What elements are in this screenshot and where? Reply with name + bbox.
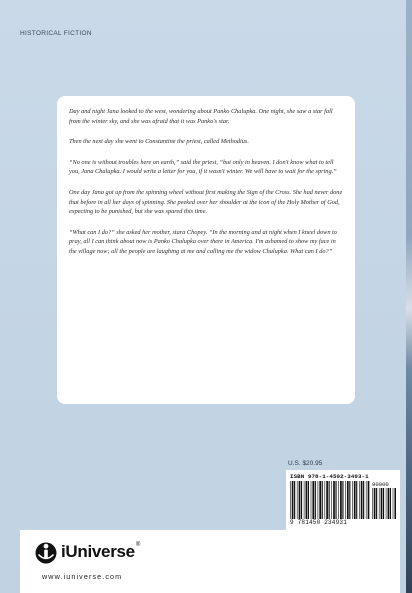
barcode-block [286, 470, 400, 530]
barcode-bar [383, 488, 384, 519]
barcode-bar [325, 481, 326, 519]
barcode-bar [347, 481, 349, 519]
barcode-bar [292, 481, 294, 519]
barcode-bar [335, 481, 336, 519]
barcode-bar [308, 481, 309, 519]
registered-mark: ® [135, 542, 141, 548]
barcode-bar [379, 488, 380, 519]
blurb-paragraph-1: Day and night Jana looked to the west, wondering about Panko Chalupka. One night, she saw a star fall from the winter sky, and she was afraid that it was Panko's star. [69, 108, 333, 125]
barcode-bar [345, 481, 346, 519]
barcode-bar [294, 481, 295, 519]
barcode-bar [359, 481, 360, 519]
publisher-name: iUniverse [61, 542, 135, 561]
price-label: U.S. $20.95 [288, 460, 323, 467]
barcode-bar [368, 481, 370, 519]
barcode-bar [318, 481, 319, 519]
barcode-bar [363, 481, 364, 519]
barcode-bar [301, 481, 302, 519]
barcode-bar [352, 481, 353, 519]
price-code-label: 90000 [372, 481, 389, 488]
publisher-website: www.iuniverse.com [42, 572, 123, 581]
barcode-bar [315, 481, 316, 519]
barcode-bar [342, 481, 343, 519]
barcode-bar [331, 481, 332, 519]
barcode-bar [374, 488, 376, 519]
publisher-block [20, 530, 400, 593]
barcode-bar [290, 481, 291, 519]
barcode-bar [354, 481, 356, 519]
barcode-bar [356, 481, 357, 519]
barcode-bar [361, 481, 363, 519]
barcode-bar [349, 481, 350, 519]
blurb-paragraph-5: “What can I do?” she asked her mother, stara Chopey. “In the morning and at night when I kneel down to pray, all I can think about now is Panko Chalupka over there in America. I'm ashamed to show my face in the village now; all the people are laughing at me and calling me the widow Chalupka. What can I do?” [69, 228, 337, 255]
barcode-bar [304, 481, 305, 519]
cover-edge-strip [406, 0, 412, 593]
blurb-paragraph-4: One day Jana got up from the spinning wheel without first making the Sign of the Cross. She had never done that before in all her days of spinning. She peeked over her shoulder at the icon of the Holy Mother of God, expecting to be punished, but she was spared this time. [69, 188, 343, 216]
barcode-bar [372, 488, 373, 519]
barcode-bar [386, 488, 387, 519]
barcode-bar [326, 481, 328, 519]
barcode-bar [381, 488, 383, 519]
barcode-bar [297, 481, 298, 519]
barcode-bar [390, 488, 391, 519]
iuniverse-logo-icon [34, 540, 58, 564]
barcode-bar [366, 481, 367, 519]
barcode-bar [319, 481, 321, 519]
barcode-bar [394, 488, 396, 519]
barcode-bar [306, 481, 308, 519]
addon-barcode [372, 488, 396, 519]
ean-barcode [290, 481, 370, 519]
blurb-paragraph-2: Then the next day she went to Constantine the priest, called Methodius. [69, 138, 249, 146]
barcode-bar [333, 481, 335, 519]
blurb-paragraph-3: “No one is without troubles here on earth,” said the priest, “but only in heaven. I don't know what to tell you, Jana Chalupka. I would write a letter for you, if it wasn't winter. We will have to wait for the spring.” [69, 158, 337, 176]
barcode-bar [329, 481, 330, 519]
barcode-bar [311, 481, 312, 519]
genre-label: HISTORICAL FICTION [20, 30, 92, 37]
barcode-bar [393, 488, 394, 519]
barcode-bar [388, 488, 390, 519]
barcode-digits: 9 781450 234931 [290, 519, 348, 526]
barcode-bar [376, 488, 377, 519]
barcode-bar [312, 481, 314, 519]
blurb-panel [57, 96, 355, 404]
barcode-bar [338, 481, 339, 519]
barcode-bar [299, 481, 301, 519]
barcode-bar [322, 481, 323, 519]
isbn-label: ISBN 978-1-4502-3493-1 [290, 473, 369, 480]
barcode-bar [340, 481, 342, 519]
publisher-logo [34, 540, 140, 564]
